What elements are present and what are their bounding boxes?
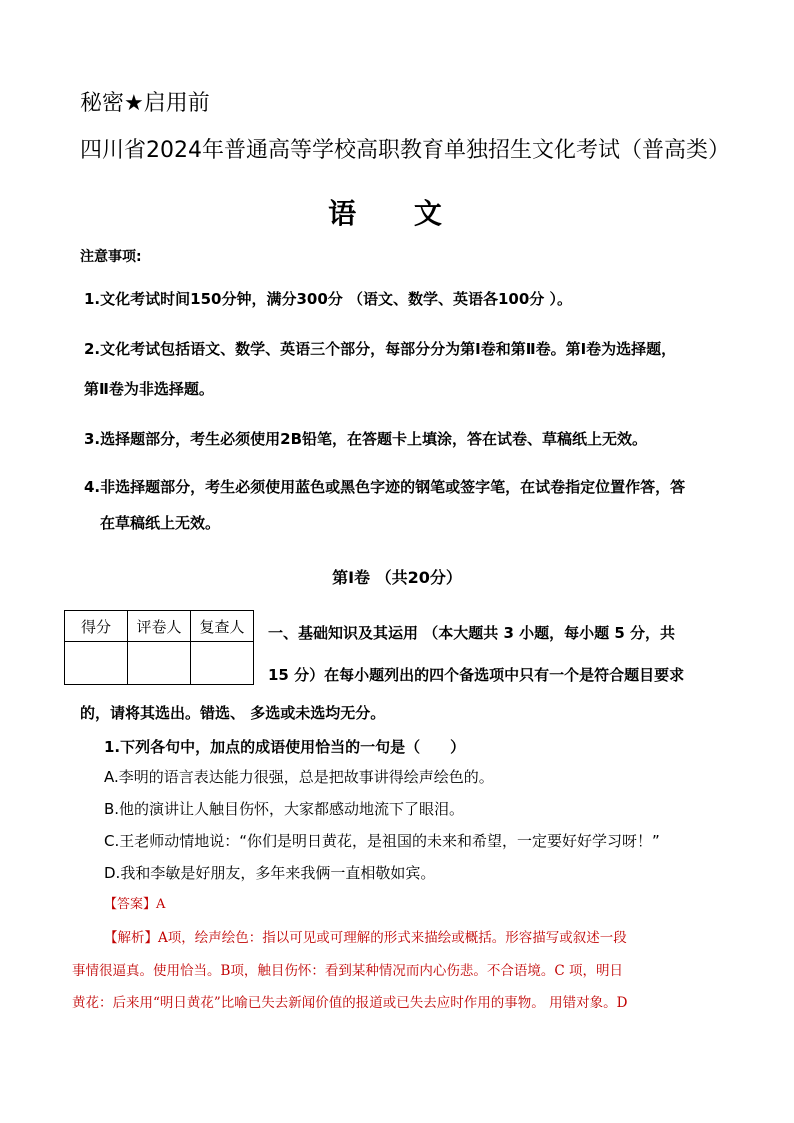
- score-cell[interactable]: [65, 642, 128, 685]
- notice-item: 1.文化考试时间150分钟，满分300分 （语文、数学、英语各100分 ）。: [84, 290, 573, 308]
- score-header: 得分: [65, 611, 128, 642]
- grader-cell[interactable]: [128, 642, 191, 685]
- question-stem: 1.下列各句中，加点的成语使用恰当的一句是（ ）: [104, 738, 466, 756]
- confidential-mark: 秘密★启用前: [80, 91, 210, 116]
- notice-item: 在草稿纸上无效。: [100, 514, 221, 532]
- notice-item: 第Ⅱ卷为非选择题。: [84, 380, 214, 398]
- section-instruction: 一、基础知识及其运用 （本大题共 3 小题，每小题 5 分，共: [268, 624, 675, 642]
- subject-title: 语 文: [328, 197, 466, 230]
- option-c: C.王老师动情地说：“你们是明日黄花，是祖国的未来和希望，一定要好好学习呀！”: [104, 832, 660, 850]
- notice-item: 4.非选择题部分，考生必须使用蓝色或黑色字迹的钢笔或签字笔，在试卷指定位置作答，答: [84, 478, 686, 496]
- explanation-line: 黄花：后来用“明日黄花”比喻已失去新闻价值的报道或已失去应时作用的事物。 用错对象。D: [72, 995, 628, 1011]
- option-d: D.我和李敏是好朋友，多年来我俩一直相敬如宾。: [104, 864, 436, 882]
- section-instruction: 15 分）在每小题列出的四个备选项中只有一个是符合题目要求: [268, 666, 685, 684]
- explanation-line: 【解析】A项，绘声绘色：指以可见或可理解的形式来描绘或概括。形容描写或叙述一段: [104, 930, 627, 946]
- score-table: [64, 610, 254, 685]
- option-b: B.他的演讲让人触目伤怀，大家都感动地流下了眼泪。: [104, 800, 465, 818]
- volume-title: 第Ⅰ卷 （共20分）: [332, 568, 462, 587]
- notice-item: 2.文化考试包括语文、数学、英语三个部分，每部分分为第Ⅰ卷和第Ⅱ卷。第Ⅰ卷为选择题，: [84, 340, 677, 358]
- answer: 【答案】A: [104, 897, 166, 912]
- grader-header: 评卷人: [128, 611, 191, 642]
- option-a: A.李明的语言表达能力很强，总是把故事讲得绘声绘色的。: [104, 768, 494, 786]
- reviewer-header: 复查人: [191, 611, 254, 642]
- section-instruction: 的，请将其选出。错选、 多选或未选均无分。: [80, 704, 386, 722]
- notice-heading: 注意事项:: [80, 249, 142, 265]
- exam-title: 四川省2024年普通高等学校高职教育单独招生文化考试（普高类）: [80, 138, 730, 163]
- explanation-line: 事情很逼真。使用恰当。B项，触目伤怀：看到某种情况而内心伤悲。不合语境。C 项，明日: [72, 963, 624, 979]
- reviewer-cell[interactable]: [191, 642, 254, 685]
- notice-item: 3.选择题部分，考生必须使用2B铅笔，在答题卡上填涂，答在试卷、草稿纸上无效。: [84, 430, 648, 448]
